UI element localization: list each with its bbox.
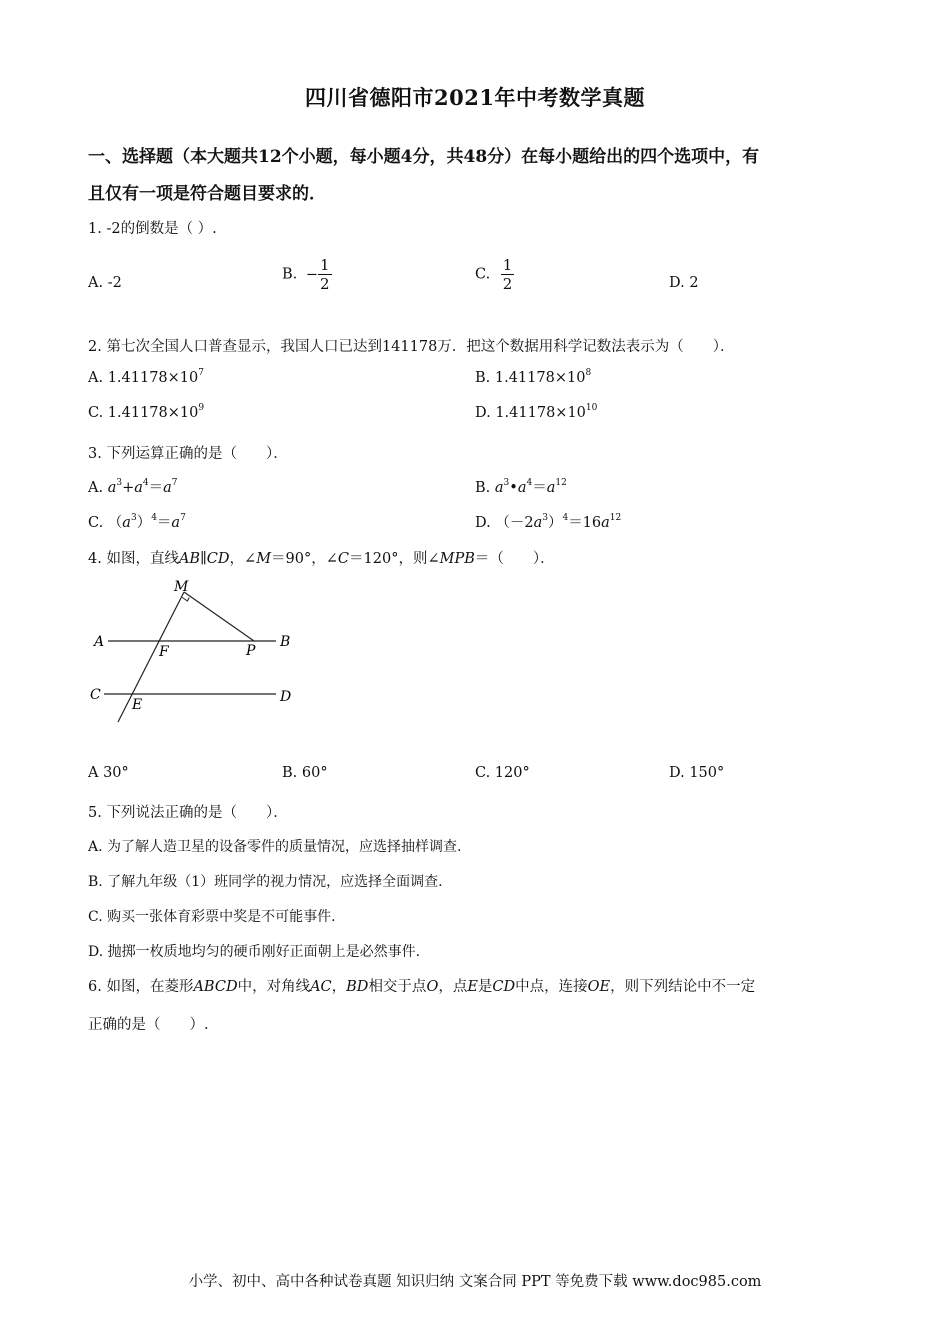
variable: a: [107, 480, 117, 496]
stem-text: ＝90°，∠: [271, 551, 338, 567]
option-label: A.: [88, 480, 108, 496]
q1-stem: 1. -2的倒数是（ ）.: [88, 221, 217, 237]
transversal-me: [118, 592, 184, 722]
q2-option-b: [475, 370, 591, 386]
side-cd: CD: [492, 979, 516, 995]
option-exponent: 10: [585, 403, 598, 413]
q3-option-a: [88, 476, 178, 497]
equals: ＝16: [568, 515, 602, 531]
variable: a: [122, 515, 131, 531]
stem-text: ＝120°，则∠: [349, 551, 440, 567]
diagonal-ac: AC: [310, 979, 332, 995]
q1-option-b-sign: −: [305, 266, 319, 283]
label-c: C: [90, 687, 101, 703]
option-label: B.: [475, 480, 495, 496]
variable: a: [517, 480, 527, 496]
exponent: 4: [562, 513, 569, 523]
variable: a: [494, 480, 504, 496]
section-header-line1: 一、选择题（本大题共12个小题，每小题4分，共48分）在每小题给出的四个选项中，有: [88, 147, 760, 167]
stem-text: 6. 如图，在菱形: [88, 979, 194, 995]
angle-mpb: MPB: [439, 551, 475, 567]
label-p: P: [246, 643, 256, 659]
fraction-numerator: 1: [502, 256, 513, 274]
close-paren: ）: [136, 515, 152, 531]
segment-oe: OE: [587, 979, 611, 995]
rhombus-abcd: ABCD: [193, 979, 238, 995]
operator: •: [509, 480, 518, 496]
exponent: 3: [116, 478, 123, 488]
label-e: E: [132, 697, 143, 713]
angle-c: C: [337, 551, 350, 567]
stem-text: ，∠: [229, 551, 257, 567]
q5-stem: 5. 下列说法正确的是（ ）．: [88, 805, 288, 821]
equals: ＝: [532, 480, 547, 496]
option-base: C. 1.41178×10: [88, 405, 199, 421]
q1-option-a: A. -2: [88, 275, 122, 291]
q3-stem: 3. 下列运算正确的是（ ）．: [88, 446, 288, 462]
page-title: 四川省德阳市2021年中考数学真题: [305, 85, 645, 110]
q5-option-a: A. 为了解人造卫星的设备零件的质量情况，应选择抽样调查.: [88, 839, 462, 855]
equals: ＝: [156, 515, 172, 531]
exponent: 3: [503, 478, 510, 488]
variable: a: [533, 515, 543, 531]
q1-option-c-fraction: [501, 256, 515, 293]
q4-geometry-figure: [86, 574, 316, 734]
section-header-line2: 且仅有一项是符合题目要求的．: [88, 184, 326, 204]
exponent: 7: [180, 513, 186, 523]
operator: +: [122, 480, 135, 496]
variable: a: [163, 480, 172, 496]
option-exponent: 8: [585, 368, 592, 378]
q2-option-d: [475, 405, 597, 421]
q1-option-b: [282, 256, 332, 293]
q2-option-a: [88, 370, 204, 386]
fraction-numerator: 1: [320, 256, 330, 274]
segment-mp: [184, 592, 254, 641]
exponent: 4: [151, 513, 157, 523]
label-a: A: [94, 634, 105, 650]
q1-option-d: D. 2: [669, 275, 699, 291]
stem-text: 相交于点: [368, 979, 427, 995]
q1-option-b-fraction: [318, 256, 332, 293]
option-base: A. 1.41178×10: [88, 370, 199, 386]
exponent: 7: [171, 478, 178, 488]
q3-option-c: [88, 511, 186, 532]
exponent: 4: [526, 478, 533, 488]
point-o: O: [426, 979, 439, 995]
stem-text: 中，对角线: [237, 979, 311, 995]
option-exponent: 7: [198, 368, 204, 378]
exponent: 12: [609, 513, 622, 523]
q1-option-c: [475, 256, 514, 293]
q6-stem-line1: [88, 975, 755, 996]
option-label: C. （: [88, 515, 123, 531]
q1-option-b-label: B.: [282, 266, 298, 283]
stem-text: ，点: [438, 979, 468, 995]
q5-option-d: D. 抛掷一枚质地均匀的硬币刚好正面朝上是必然事件.: [88, 944, 421, 960]
point-e: E: [467, 979, 478, 995]
fraction-denominator: 2: [320, 275, 330, 293]
stem-text: ，: [331, 979, 347, 995]
q6-stem-line2: 正确的是（ ）.: [88, 1017, 209, 1033]
stem-text: 4. 如图，直线: [88, 551, 179, 567]
line-ab: AB: [178, 551, 201, 567]
stem-text: ，则下列结论中不一定: [610, 979, 756, 995]
q4-option-b: B. 60°: [282, 765, 328, 781]
stem-text: ＝（ ）．: [474, 551, 555, 567]
parallel-symbol: ∥: [200, 551, 207, 567]
variable: a: [134, 480, 143, 496]
variable: a: [601, 515, 610, 531]
q5-option-c: C. 购买一张体育彩票中奖是不可能事件.: [88, 909, 336, 925]
line-cd: CD: [206, 551, 230, 567]
q4-option-d: D. 150°: [669, 765, 725, 781]
label-d: D: [280, 689, 292, 705]
fraction-denominator: 2: [502, 275, 513, 293]
angle-m: M: [256, 551, 272, 567]
diagonal-bd: BD: [346, 979, 369, 995]
close-paren: ）: [547, 515, 563, 531]
exponent: 3: [130, 513, 137, 523]
stem-text: 中点，连接: [515, 979, 588, 995]
page-footer: 小学、初中、高中各种试卷真题 知识归纳 文案合同 PPT 等免费下载 www.doc985.com: [188, 1274, 762, 1290]
q4-stem: [88, 547, 555, 568]
exponent: 12: [555, 478, 567, 488]
label-b: B: [280, 634, 291, 650]
q4-option-a: A 30°: [88, 765, 129, 781]
q5-option-b: B. 了解九年级（1）班同学的视力情况，应选择全面调查.: [88, 874, 443, 890]
option-base: B. 1.41178×10: [475, 370, 586, 386]
q1-option-c-label: C.: [475, 266, 491, 283]
option-exponent: 9: [198, 403, 205, 413]
option-label: D. （－2: [475, 515, 534, 531]
stem-text: 是: [477, 979, 493, 995]
equals: ＝: [148, 480, 164, 496]
q4-option-c: C. 120°: [475, 765, 530, 781]
q3-option-b: [475, 476, 567, 497]
exponent: 4: [142, 478, 149, 488]
label-f: F: [159, 644, 169, 660]
q3-option-d: [475, 511, 621, 532]
variable: a: [171, 515, 181, 531]
right-angle-marker: [182, 597, 189, 601]
label-m: M: [174, 579, 189, 595]
variable: a: [546, 480, 556, 496]
exponent: 3: [542, 513, 548, 523]
option-base: D. 1.41178×10: [475, 405, 586, 421]
q2-option-c: [88, 405, 204, 421]
q2-stem: 2. 第七次全国人口普查显示，我国人口已达到141178万．把这个数据用科学记数法表示为（ ）．: [88, 339, 735, 355]
